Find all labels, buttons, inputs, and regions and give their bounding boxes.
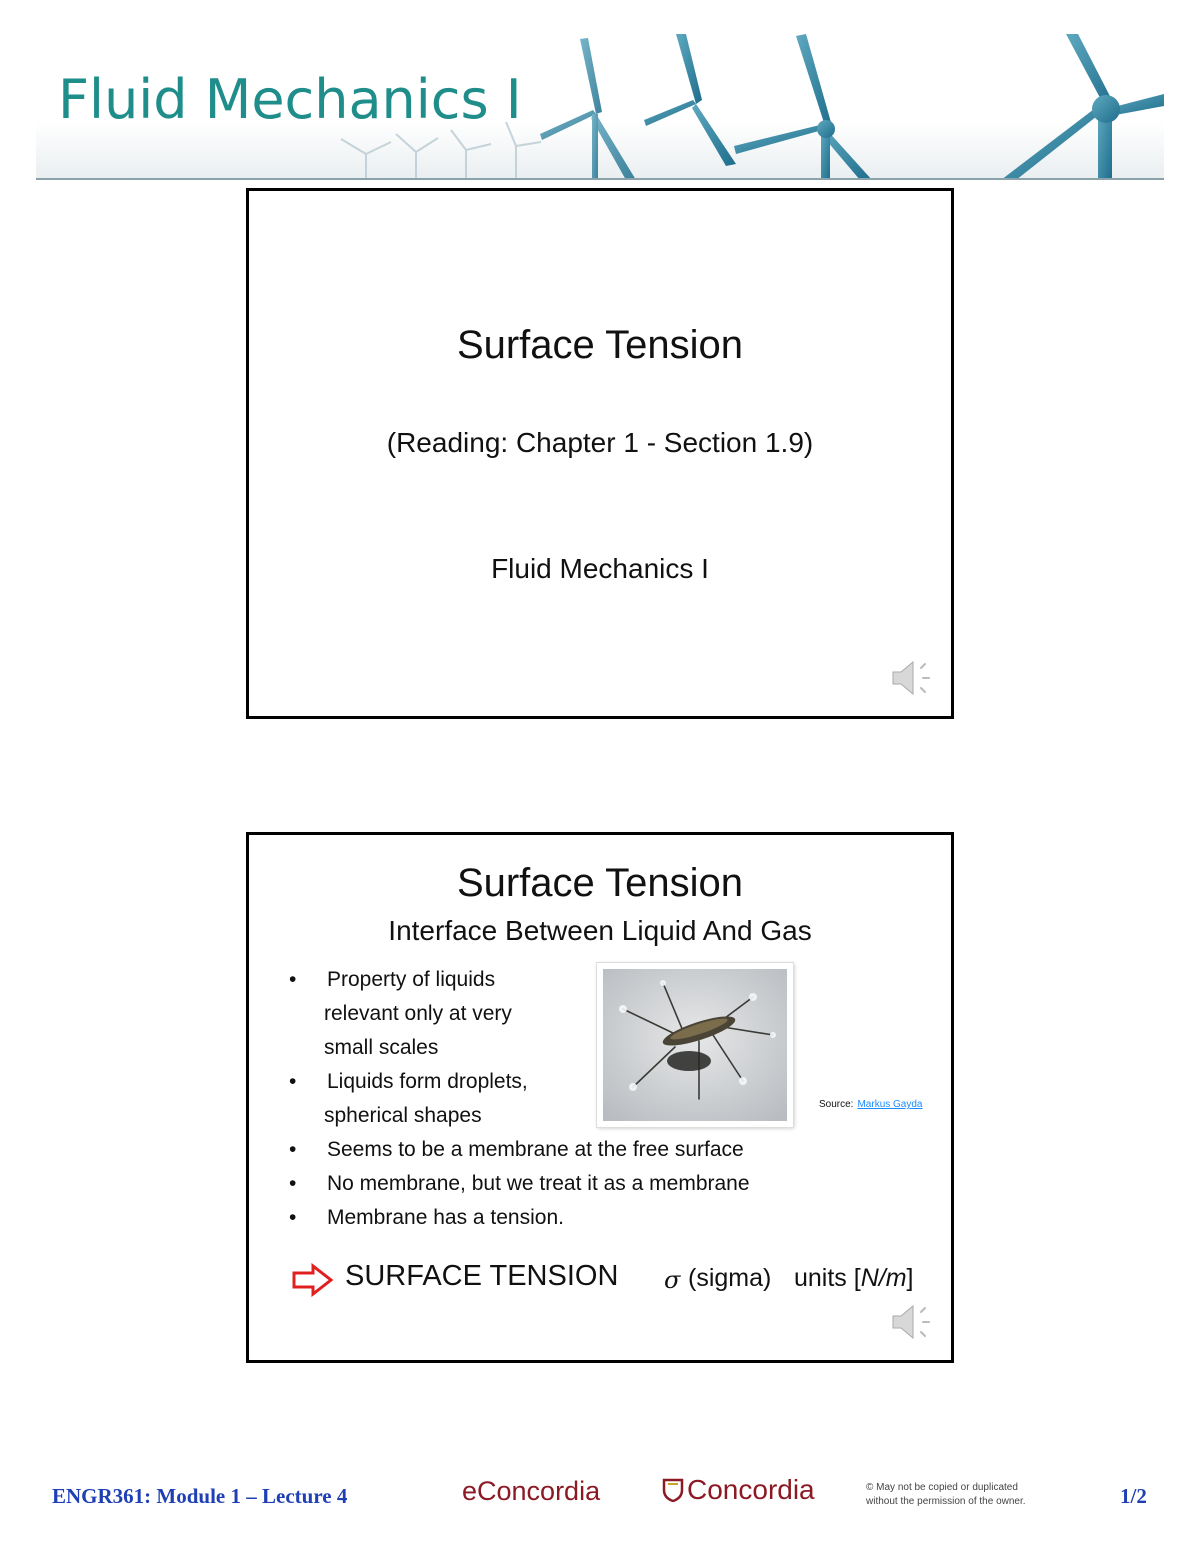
sigma-symbol: σ — [664, 1266, 681, 1294]
water-strider-photo — [597, 963, 793, 1127]
bullet-text: Property of liquids — [327, 968, 496, 991]
image-source-credit — [819, 1099, 923, 1110]
units-text — [794, 1264, 913, 1293]
banner-divider — [36, 178, 1164, 180]
banner-title: Fluid Mechanics I — [58, 68, 522, 131]
bullet-text: No membrane, but we treat it as a membrane — [327, 1172, 750, 1195]
copyright-notice — [866, 1481, 1066, 1509]
concordia-logo — [662, 1474, 815, 1506]
units-prefix: units [ — [794, 1264, 861, 1292]
bullet-continuation: small scales — [324, 1036, 439, 1059]
econcordia-logo: eConcordia — [462, 1476, 601, 1506]
bullet-dot: • — [289, 1138, 297, 1161]
copyright-line-1: © May not be copied or duplicated — [866, 1482, 1018, 1493]
bullet-dot: • — [289, 1070, 297, 1093]
source-link[interactable]: Markus Gayda — [857, 1099, 923, 1110]
right-arrow-icon — [291, 1263, 335, 1297]
concordia-logo-text: Concordia — [687, 1474, 815, 1505]
bullet-text: Liquids form droplets, — [327, 1070, 528, 1093]
bullet-text: Seems to be a membrane at the free surface — [327, 1138, 744, 1161]
slide-2-title: Surface Tension — [456, 861, 744, 905]
units-suffix: ] — [906, 1264, 914, 1292]
slide-2-subtitle: Interface Between Liquid And Gas — [388, 915, 812, 946]
bullet-dot: • — [289, 1206, 297, 1229]
bullet-dot: • — [289, 1172, 297, 1195]
bullet-continuation: spherical shapes — [324, 1104, 482, 1127]
copyright-line-2: without the permission of the owner. — [866, 1496, 1026, 1507]
surface-tension-label: SURFACE TENSION — [345, 1260, 619, 1292]
bullet-dot: • — [289, 968, 297, 991]
page-number: 1/2 — [1120, 1484, 1147, 1508]
slide-1 — [246, 188, 954, 719]
concordia-crest-icon — [662, 1478, 684, 1502]
speaker-icon[interactable] — [889, 658, 935, 698]
header-banner — [36, 34, 1164, 180]
slide-1-title: Surface Tension — [456, 323, 744, 367]
speaker-icon[interactable] — [889, 1302, 935, 1342]
slide-1-reading: (Reading: Chapter 1 - Section 1.9) — [386, 427, 814, 458]
slide-1-course: Fluid Mechanics I — [491, 553, 709, 584]
sigma-name: (sigma) — [688, 1264, 772, 1292]
course-module-label: ENGR361: Module 1 – Lecture 4 — [52, 1484, 348, 1508]
bullet-text: Membrane has a tension. — [327, 1206, 564, 1229]
bullet-continuation: relevant only at very — [324, 1002, 512, 1025]
units-value: N/m — [860, 1264, 907, 1292]
slide-2 — [246, 832, 954, 1363]
source-label: Source: — [819, 1099, 854, 1110]
